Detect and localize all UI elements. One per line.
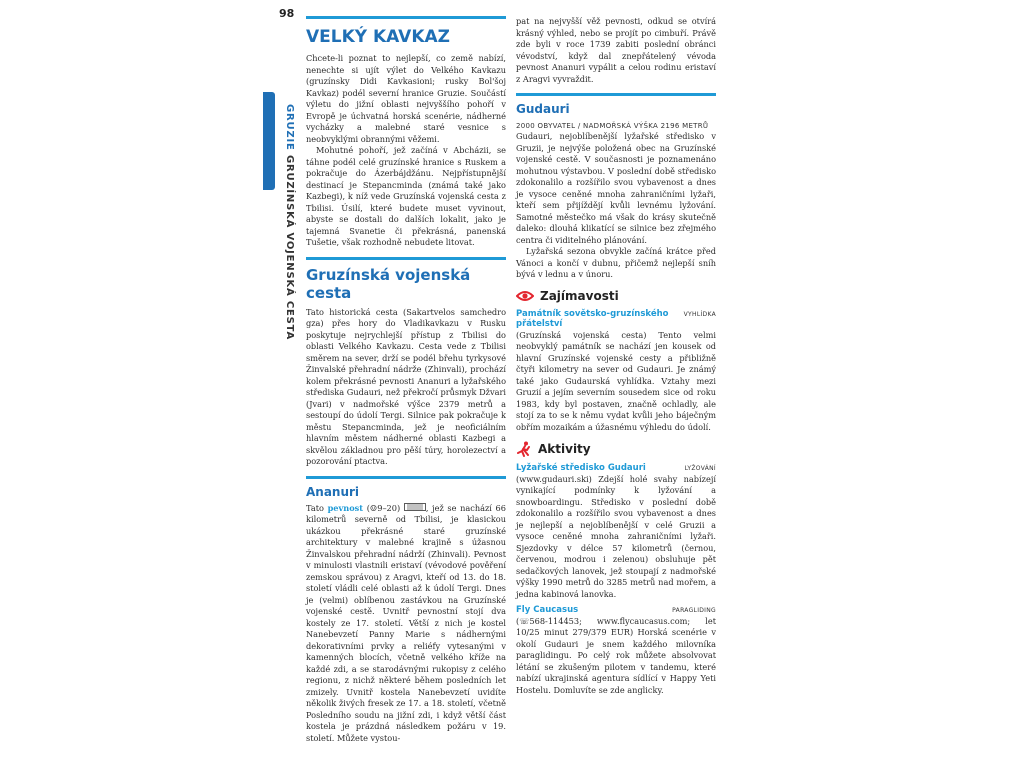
fly-paragraph: (☏568-114453; www.flycaucasus.com; let 10/25 minut 279/379 EUR) Horská scenérie v okolí Gudauri je snem každého milovníka paraglidingu. Po celý rok můžete absolvovat létání se zkušeným pilotem v tandemu, které nabízí ukrajinská agentura sídlící v Happy Yeti Hostelu. Domluvíte se zde anglicky. bbox=[516, 615, 716, 695]
sidebar-section: GRUZÍNSKÁ VOJENSKÁ CESTA bbox=[284, 154, 295, 340]
divider bbox=[306, 257, 506, 260]
fly-type: PARAGLIDING bbox=[672, 607, 716, 614]
section-title-military-road: Gruzínská vojenská cesta bbox=[306, 265, 471, 302]
sights-eye-icon bbox=[516, 289, 534, 303]
sights-heading bbox=[516, 289, 716, 303]
divider bbox=[306, 476, 506, 479]
right-column bbox=[516, 16, 716, 696]
activities-title: Aktivity bbox=[538, 442, 591, 456]
monument-type: VYHLÍDKA bbox=[683, 310, 716, 318]
military-road-paragraph: Tato historická cesta (Sakartvelos samchedro gza) přes hory do Vladikavkazu v Rusku poskytuje nejrychlejší přístup z Tbilisi do oblasti Velkého Kavkazu. Cesta vede z Tbilisi směrem na sever, drží se podél břehu tyrkysové Žinvalské přehradní nádrže (Zhinvali), prochází kolem překrásné pevnosti Ananuri a lyžařského střediska Gudauri, než překročí průsmyk Džvari (Jvari) v nadmořské výšce 2379 metrů a sestoupí do údolí Tergi. Silnice pak pokračuje k městu Stepancminda, jež je neoficiálním hlavním městem nádherné oblasti Kazbegi a skvělou základnou pro pěší túry, horolezectví a pozorování ptactva. bbox=[306, 306, 506, 466]
sidebar-label bbox=[284, 104, 295, 340]
ski-resort-name[interactable]: Lyžařské středisko Gudauri bbox=[516, 463, 646, 473]
fly-entry-header bbox=[516, 605, 716, 616]
activities-heading bbox=[516, 441, 716, 457]
gudauri-paragraph-2: Lyžařská sezona obvykle začíná krátce před Vánoci a končí v dubnu, přičemž nejlepší sníh bývá v lednu a v únoru. bbox=[516, 246, 716, 279]
chapter-tab bbox=[263, 92, 275, 190]
monument-entry-header bbox=[516, 309, 716, 330]
ski-paragraph: (www.gudauri.ski) Zdejší holé svahy nabízejí vynikající podmínky k lyžování a snowboardingu. Středisko v poslední době zdokonalilo a rozšířilo svou vybavenost a dnes je nejlepší a nejoblíbenější v celé Gruzii a vysoce ceněné mnoha zahraničními lyžaři. Sjezdovky v délce 57 kilometrů (černou, červenou, modrou i zelenou) obsluhuje pět sedačkových lanovek, jež stoupají z nadmořské výšky 1990 metrů do 3285 metrů nad mořem, a jedna kabinová lanovka. bbox=[516, 473, 716, 599]
intro-paragraph-1: Chcete-li poznat to nejlepší, co země nabízí, nenechte si ujít výlet do Velkého Kavkazu (gruzínsky Didi Kavkasioni; rusky Bol'šoj Kavkaz) podél severní hranice Gruzie. Součástí výletu do jižní oblasti nejvyššího pohoří v Evropě je úchvatná horská scenérie, nádherné vycházky a malebné staré vesnice s neobvyklými obrannými věžemi. bbox=[306, 53, 506, 144]
section-title-velky-kavkaz: VELKÝ KAVKAZ bbox=[306, 27, 450, 47]
fly-caucasus-name[interactable]: Fly Caucasus bbox=[516, 605, 579, 615]
section-title-gudauri: Gudauri bbox=[516, 102, 570, 116]
left-column bbox=[306, 16, 506, 744]
sidebar-chapter: GRUZIE bbox=[284, 104, 295, 151]
gudauri-paragraph-1: Gudauri, nejoblíbenější lyžařské středisko v Gruzii, je nejvýše položená obec na Gruzínské vojenské cestě. V současnosti je poznamenáno mohutnou výstavbou. V poslední době středisko zdokonalilo a rozšířilo svou vybavenost a dnes je vysoce ceněné mnoha zahraničními lyžaři, kteří sem přijíždějí kvůli levnému lyžování. Samotné městečko má však do krásy skutečně daleko: dlouhá klikatící se silnice bez zřejmého centra či viditelného plánování. bbox=[516, 131, 716, 245]
intro-paragraph-2: Mohutné pohoří, jež začíná v Abcházii, se táhne podél celé gruzínské hranice s Ruskem a pokračuje do Ázerbájdžánu. Nejpřístupnější destinací je Stepancminda (známá také jako Kazbegi), k níž vede Gruzínská vojenská cesta z Tbilisi. Úsilí, které budete muset vyvinout, abyste se dostali do dalších lokalit, jako je tajemná Svanetie či překrásná, panenská Tušetie, však rozhodně nebudete litovat. bbox=[306, 145, 506, 247]
opening-hours: (☺9–20) bbox=[366, 502, 401, 513]
ananuri-body: , jež se nachází 66 kilometrů severně od Tbilisi, je klasickou ukázkou překrásné staré gruzínské architektury v malebné krajině s úžasnou Žinvalskou přehradní nádrží (Zhinvali). Pevnost v minulosti vlastnili eristaví (vévodové pověření zemskou správou) z Aragvi, kteří od 13. do 18. století vládli celé oblasti až k údolí Tergi. Dnes je (velmi) oblíbenou zastávkou na Gruzínské vojenské cestě. Uvnitř pevnostní stojí dva kostely ze 17. století. Větší z nich je kostel Nanebevzetí Panny Marie s nádhernými dekorativními prvky a reliéfy vytesanými v kamenných blocích, včetně velkého kříže na každé zdi, a se starodávnými rukopisy z celého regionu, z nichž některé během posledních let zmizely. Uvnitř kostela Nanebevzetí uvidíte několik živých fresek ze 17. a 18. století, včetně Posledního soudu na jižní zdi, i když větší část kostela je prázdná následkem požáru v 19. století. Můžete vystou- bbox=[306, 502, 506, 743]
gudauri-stats: 2000 OBYVATEL / NADMOŘSKÁ VÝŠKA 2196 METRŮ bbox=[516, 122, 709, 130]
page-number: 98 bbox=[279, 7, 295, 20]
divider bbox=[516, 93, 716, 96]
ananuri-paragraph bbox=[306, 503, 506, 745]
continued-paragraph: pat na nejvyšší věž pevnosti, odkud se otvírá krásný výhled, nebo se projít po cimbuří. Právě zde byli v roce 1739 zabiti poslední obránci vévodství, když dal znepřátelený vévoda pevnost Ananuri vypálit a celou rodinu eristaví z Aragvi vyvraždit. bbox=[516, 16, 716, 84]
divider bbox=[306, 16, 506, 19]
ski-type: LYŽOVÁNÍ bbox=[684, 465, 716, 472]
fortress-link[interactable]: pevnost bbox=[327, 502, 364, 513]
ski-entry-header bbox=[516, 463, 716, 474]
map-pin-icon bbox=[404, 503, 426, 511]
activities-runner-icon bbox=[516, 441, 532, 457]
ananuri-lead: Tato bbox=[306, 502, 324, 513]
section-title-ananuri: Ananuri bbox=[306, 484, 360, 499]
monument-paragraph: (Gruzínská vojenská cesta) Tento velmi neobvyklý památník se nachází jen kousek od hlavní Gruzínské vojenské cesty a přibližně čtyři kilometry na sever od Gudauri. Je známý také jako Gudaurská vyhlídka. Vztahy mezi Gruzií a jejím severním sousedem sice od roku 1983, kdy byl postaven, značně ochladly, ale stojí za to se k němu vydat kvůli jeho báječným obřím mozaikám a úžasnému výhledu do údolí. bbox=[516, 329, 716, 432]
sights-title: Zajímavosti bbox=[540, 288, 619, 303]
monument-name[interactable]: Památník sovětsko-gruzínského přátelství bbox=[516, 308, 669, 329]
